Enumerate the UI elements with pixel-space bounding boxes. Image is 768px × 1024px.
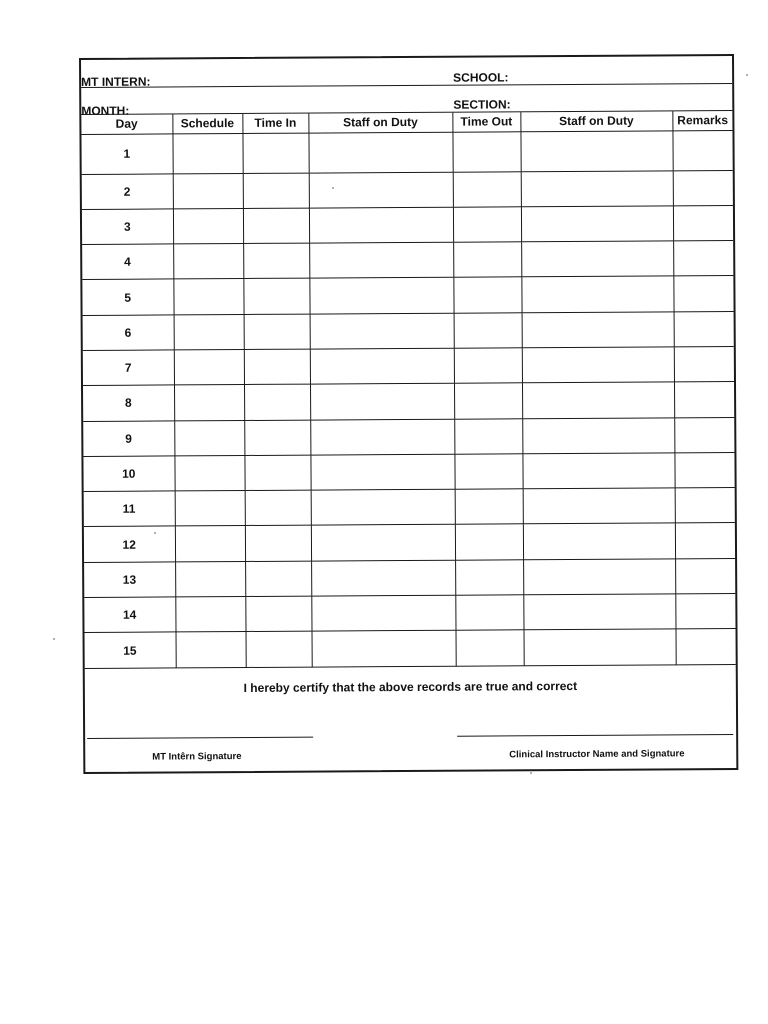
staff-on-duty-out-cell[interactable]: [523, 523, 675, 559]
column-header-time-in: Time In: [242, 114, 308, 133]
scan-speck: [53, 638, 55, 640]
staff-on-duty-out-cell[interactable]: [523, 594, 675, 630]
time-in-cell[interactable]: [245, 561, 311, 597]
intern-label: MT INTERN:: [81, 74, 151, 89]
schedule-cell[interactable]: [172, 133, 242, 173]
staff-on-duty-in-cell[interactable]: [311, 560, 455, 596]
staff-on-duty-out-cell[interactable]: [521, 241, 673, 277]
remarks-cell[interactable]: [673, 170, 733, 206]
day-number: 5: [82, 279, 173, 315]
remarks-cell[interactable]: [676, 629, 736, 665]
certification-statement: I hereby certify that the above records are true and correct: [243, 678, 578, 696]
remarks-cell[interactable]: [675, 558, 735, 594]
remarks-cell[interactable]: [674, 382, 734, 418]
table-row: [83, 382, 734, 421]
header-row-month-section: [81, 84, 732, 118]
remarks-cell[interactable]: [673, 276, 733, 312]
table-row: [83, 452, 734, 491]
table-row: [82, 276, 733, 315]
table-row: [82, 170, 733, 209]
schedule-cell[interactable]: [174, 349, 244, 385]
time-out-cell[interactable]: [454, 348, 522, 384]
schedule-cell[interactable]: [173, 208, 243, 244]
table-row: [84, 558, 735, 597]
column-header-staff-on-duty-in: Staff on Duty: [308, 113, 452, 133]
time-in-cell[interactable]: [243, 278, 309, 314]
staff-on-duty-in-cell[interactable]: [310, 419, 454, 455]
column-header-time-out: Time Out: [452, 112, 520, 131]
table-row: [83, 346, 734, 385]
table-row: [82, 241, 733, 280]
time-in-cell[interactable]: [245, 596, 311, 632]
time-in-cell[interactable]: [244, 455, 310, 491]
schedule-cell[interactable]: [173, 173, 243, 209]
time-out-cell[interactable]: [453, 242, 521, 278]
column-header-staff-on-duty-out: Staff on Duty: [520, 111, 672, 131]
staff-on-duty-out-cell[interactable]: [524, 629, 676, 665]
staff-on-duty-in-cell[interactable]: [309, 207, 453, 243]
staff-on-duty-in-cell[interactable]: [309, 172, 453, 208]
schedule-cell[interactable]: [175, 526, 245, 562]
table-row: [85, 629, 736, 668]
month-label: MONTH:: [81, 103, 130, 118]
staff-on-duty-out-cell[interactable]: [522, 382, 674, 418]
table-row: [83, 311, 734, 350]
staff-on-duty-out-cell[interactable]: [521, 170, 673, 206]
schedule-cell[interactable]: [175, 597, 245, 633]
schedule-cell[interactable]: [174, 314, 244, 350]
intern-signature-line: [87, 737, 313, 739]
time-out-cell[interactable]: [452, 131, 520, 171]
time-out-cell[interactable]: [453, 277, 521, 313]
staff-on-duty-in-cell[interactable]: [310, 383, 454, 419]
column-header-schedule: Schedule: [172, 114, 242, 133]
time-out-cell[interactable]: [455, 524, 523, 560]
scan-speck: [154, 532, 156, 534]
remarks-cell[interactable]: [675, 523, 735, 559]
time-out-cell[interactable]: [455, 560, 523, 596]
schedule-cell[interactable]: [173, 279, 243, 315]
remarks-cell[interactable]: [674, 417, 734, 453]
time-out-cell[interactable]: [455, 595, 523, 631]
day-number: 7: [83, 350, 174, 386]
time-in-cell[interactable]: [244, 349, 310, 385]
time-out-cell[interactable]: [454, 418, 522, 454]
remarks-cell[interactable]: [672, 130, 732, 170]
time-in-cell[interactable]: [243, 208, 309, 244]
scan-speck: [746, 74, 748, 76]
day-number: 4: [82, 244, 173, 280]
staff-on-duty-out-cell[interactable]: [522, 347, 674, 383]
staff-on-duty-out-cell[interactable]: [520, 130, 672, 171]
day-number: 3: [82, 209, 173, 245]
instructor-signature-label: Clinical Instructor Name and Signature: [509, 748, 685, 761]
time-out-cell[interactable]: [454, 383, 522, 419]
staff-on-duty-in-cell[interactable]: [311, 525, 455, 561]
time-out-cell[interactable]: [456, 630, 524, 666]
remarks-cell[interactable]: [673, 205, 733, 241]
staff-on-duty-out-cell[interactable]: [522, 312, 674, 348]
time-in-cell[interactable]: [244, 420, 310, 456]
attendance-form: [79, 54, 738, 774]
time-in-cell[interactable]: [246, 631, 312, 667]
staff-on-duty-out-cell[interactable]: [522, 417, 674, 453]
day-number: 12: [84, 526, 175, 562]
staff-on-duty-out-cell[interactable]: [522, 453, 674, 489]
day-number: 6: [83, 315, 174, 351]
day-number: 8: [83, 385, 174, 421]
column-header-day: Day: [81, 114, 172, 134]
table-row: [81, 130, 732, 174]
staff-on-duty-in-cell[interactable]: [310, 348, 454, 384]
remarks-cell[interactable]: [675, 594, 735, 630]
schedule-cell[interactable]: [176, 632, 246, 668]
time-out-cell[interactable]: [454, 312, 522, 348]
time-in-cell[interactable]: [245, 490, 311, 526]
staff-on-duty-out-cell[interactable]: [521, 276, 673, 312]
staff-on-duty-in-cell[interactable]: [309, 278, 453, 314]
staff-on-duty-in-cell[interactable]: [312, 631, 456, 667]
remarks-cell[interactable]: [674, 346, 734, 382]
remarks-cell[interactable]: [675, 488, 735, 524]
day-number: 15: [85, 632, 176, 668]
time-in-cell[interactable]: [243, 243, 309, 279]
schedule-cell[interactable]: [173, 244, 243, 280]
school-label: SCHOOL:: [453, 70, 509, 85]
header-row-intern-school: [81, 56, 732, 88]
time-out-cell[interactable]: [453, 207, 521, 243]
attendance-table: [81, 111, 735, 669]
schedule-cell[interactable]: [174, 385, 244, 421]
section-label: SECTION:: [453, 97, 511, 112]
table-row: [83, 417, 734, 456]
time-in-cell[interactable]: [243, 173, 309, 209]
table-row: [84, 523, 735, 562]
scan-speck: [530, 772, 532, 774]
day-number: 14: [84, 597, 175, 633]
remarks-cell[interactable]: [673, 241, 733, 277]
staff-on-duty-in-cell[interactable]: [310, 454, 454, 490]
intern-signature-label: MT Intêrn Signature: [152, 751, 242, 763]
time-in-cell[interactable]: [244, 384, 310, 420]
staff-on-duty-in-cell[interactable]: [308, 132, 452, 173]
day-number: 13: [84, 562, 175, 598]
time-in-cell[interactable]: [245, 526, 311, 562]
day-number: 1: [81, 133, 172, 174]
staff-on-duty-in-cell[interactable]: [310, 313, 454, 349]
time-in-cell[interactable]: [242, 133, 308, 173]
staff-on-duty-out-cell[interactable]: [521, 206, 673, 242]
table-row: [82, 205, 733, 244]
scan-speck: [332, 187, 334, 189]
column-header-remarks: Remarks: [672, 111, 732, 130]
schedule-cell[interactable]: [174, 455, 244, 491]
staff-on-duty-out-cell[interactable]: [523, 488, 675, 524]
remarks-cell[interactable]: [674, 311, 734, 347]
staff-on-duty-out-cell[interactable]: [523, 559, 675, 595]
schedule-cell[interactable]: [175, 561, 245, 597]
staff-on-duty-in-cell[interactable]: [311, 489, 455, 525]
time-out-cell[interactable]: [454, 454, 522, 490]
staff-on-duty-in-cell[interactable]: [309, 242, 453, 278]
schedule-cell[interactable]: [174, 420, 244, 456]
time-out-cell[interactable]: [453, 171, 521, 207]
day-number: 10: [83, 456, 174, 492]
instructor-signature-line: [457, 734, 733, 737]
day-number: 11: [84, 491, 175, 527]
table-row: [84, 594, 735, 633]
remarks-cell[interactable]: [674, 452, 734, 488]
schedule-cell[interactable]: [175, 491, 245, 527]
day-number: 2: [82, 173, 173, 209]
time-in-cell[interactable]: [244, 314, 310, 350]
staff-on-duty-in-cell[interactable]: [311, 595, 455, 631]
time-out-cell[interactable]: [455, 489, 523, 525]
day-number: 9: [83, 421, 174, 457]
table-row: [84, 488, 735, 527]
